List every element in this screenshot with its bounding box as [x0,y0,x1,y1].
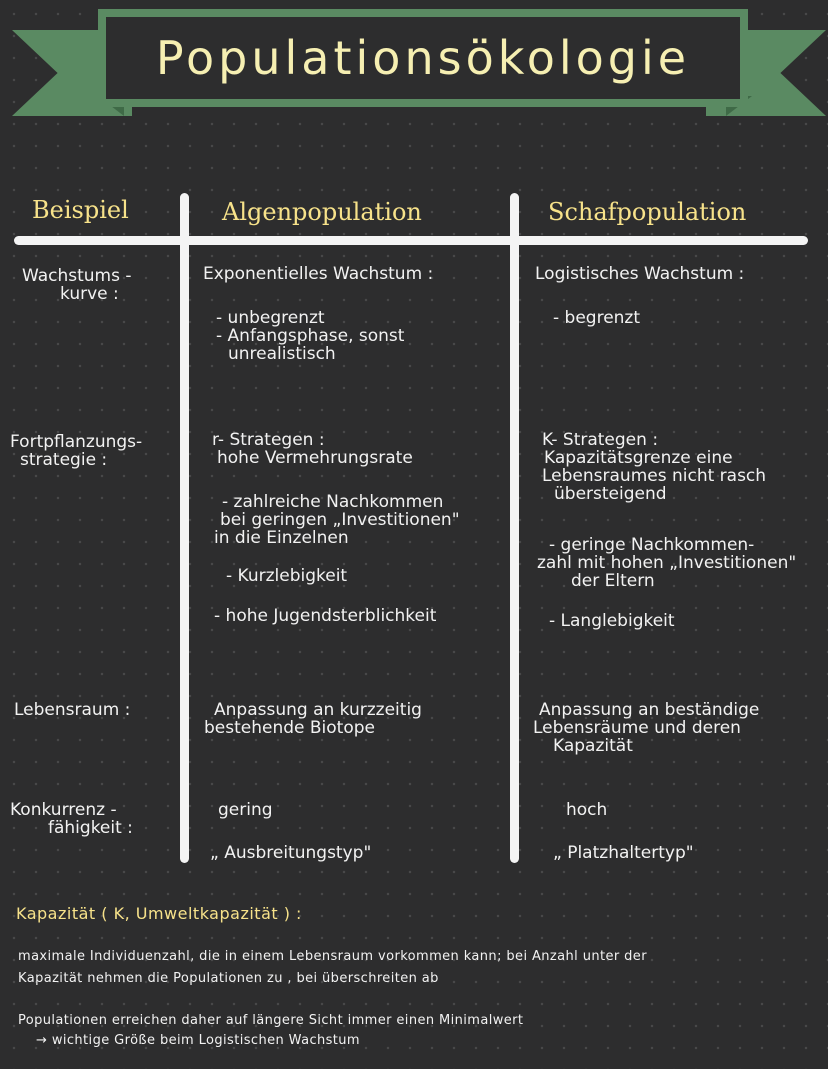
capacity-definition-line-2: Kapazität nehmen die Populationen zu , bei überschreiten ab [18,971,439,986]
cell-schaf-strategie-heading [542,432,766,503]
list-item: - Anfangsphase, sonst [216,325,405,346]
list-item: - geringe Nachkommen- [549,535,755,555]
cell-algen-strategie-heading [212,432,413,468]
capacity-title: Kapazität ( K, Umweltkapazität ) : [16,904,302,923]
cell-line: r- Strategen : [212,430,325,450]
row-label-lebensraum: Lebensraum : [14,700,131,720]
header-schafpopulation: Schafpopulation [548,198,747,226]
cell-schaf-strategie-points [537,537,796,630]
row-label-wachstumskurve [22,268,132,304]
cell-schaf-konkurrenz-level: hoch [566,800,608,820]
cell-line: hohe Vermehrungsrate [217,447,413,468]
list-item: - zahlreiche Nachkommen [222,492,444,512]
list-item: - Langlebigkeit [549,610,675,631]
row-label-konkurrenzfaehigkeit [10,802,133,838]
header-beispiel: Beispiel [32,196,129,224]
row-label-line: strategie : [20,449,108,470]
list-item: der Eltern [571,570,655,591]
cell-line: Lebensräume und deren [533,717,741,738]
cell-schaf-lebensraum [533,702,759,756]
cell-algen-strategie-points [214,494,460,626]
cell-algen-wachstum-heading: Exponentielles Wachstum : [203,264,434,284]
table-column-divider-2 [510,193,519,863]
list-item: in die Einzelnen [214,527,349,548]
cell-line: Anpassung an beständige [539,700,760,720]
capacity-definition-line-1: maximale Individuenzahl, die in einem Lebensraum vorkommen kann; bei Anzahl unter der [18,949,647,964]
capacity-note-line-1: Populationen erreichen daher auf längere Sicht immer einen Minimalwert [18,1013,524,1028]
cell-line: bestehende Biotope [204,717,375,738]
list-item: unrealistisch [228,343,336,364]
row-label-line: fähigkeit : [48,817,133,838]
list-item: bei geringen „Investitionen" [220,509,460,530]
cell-line: Kapazitätsgrenze eine [544,447,733,468]
cell-algen-lebensraum [204,702,422,738]
list-item: zahl mit hohen „Investitionen" [537,552,797,573]
cell-line: Kapazität [553,735,633,756]
cell-schaf-wachstum-points: - begrenzt [553,308,641,328]
row-label-line: Wachstums - [22,266,132,286]
row-label-line: Fortpflanzungs- [10,432,143,452]
list-item: - unbegrenzt [216,308,325,328]
cell-algen-wachstum-points [216,310,404,364]
cell-algen-konkurrenz-type: „ Ausbreitungstyp" [210,843,372,863]
cell-schaf-wachstum-heading: Logistisches Wachstum : [535,264,745,284]
list-item: - Kurzlebigkeit [226,565,348,586]
table-header-divider [14,236,808,245]
title-banner [98,9,748,107]
capacity-note-line-2: → wichtige Größe beim Logistischen Wachstum [36,1033,361,1048]
cell-line: Lebensraumes nicht rasch [542,465,767,486]
cell-line: K- Strategen : [542,430,659,450]
table-column-divider-1 [180,193,189,863]
cell-algen-konkurrenz-level: gering [218,800,273,820]
row-label-line: kurve : [60,283,119,304]
row-label-fortpflanzungsstrategie [10,434,142,470]
page-title: Populationsökologie [155,31,691,85]
list-item: - hohe Jugendsterblichkeit [214,606,437,627]
row-label-line: Konkurrenz - [10,800,117,820]
cell-line: Anpassung an kurzzeitig [214,700,422,720]
cell-line: übersteigend [554,483,667,504]
header-algenpopulation: Algenpopulation [222,198,422,226]
cell-schaf-konkurrenz-type: „ Platzhaltertyp" [553,843,694,863]
